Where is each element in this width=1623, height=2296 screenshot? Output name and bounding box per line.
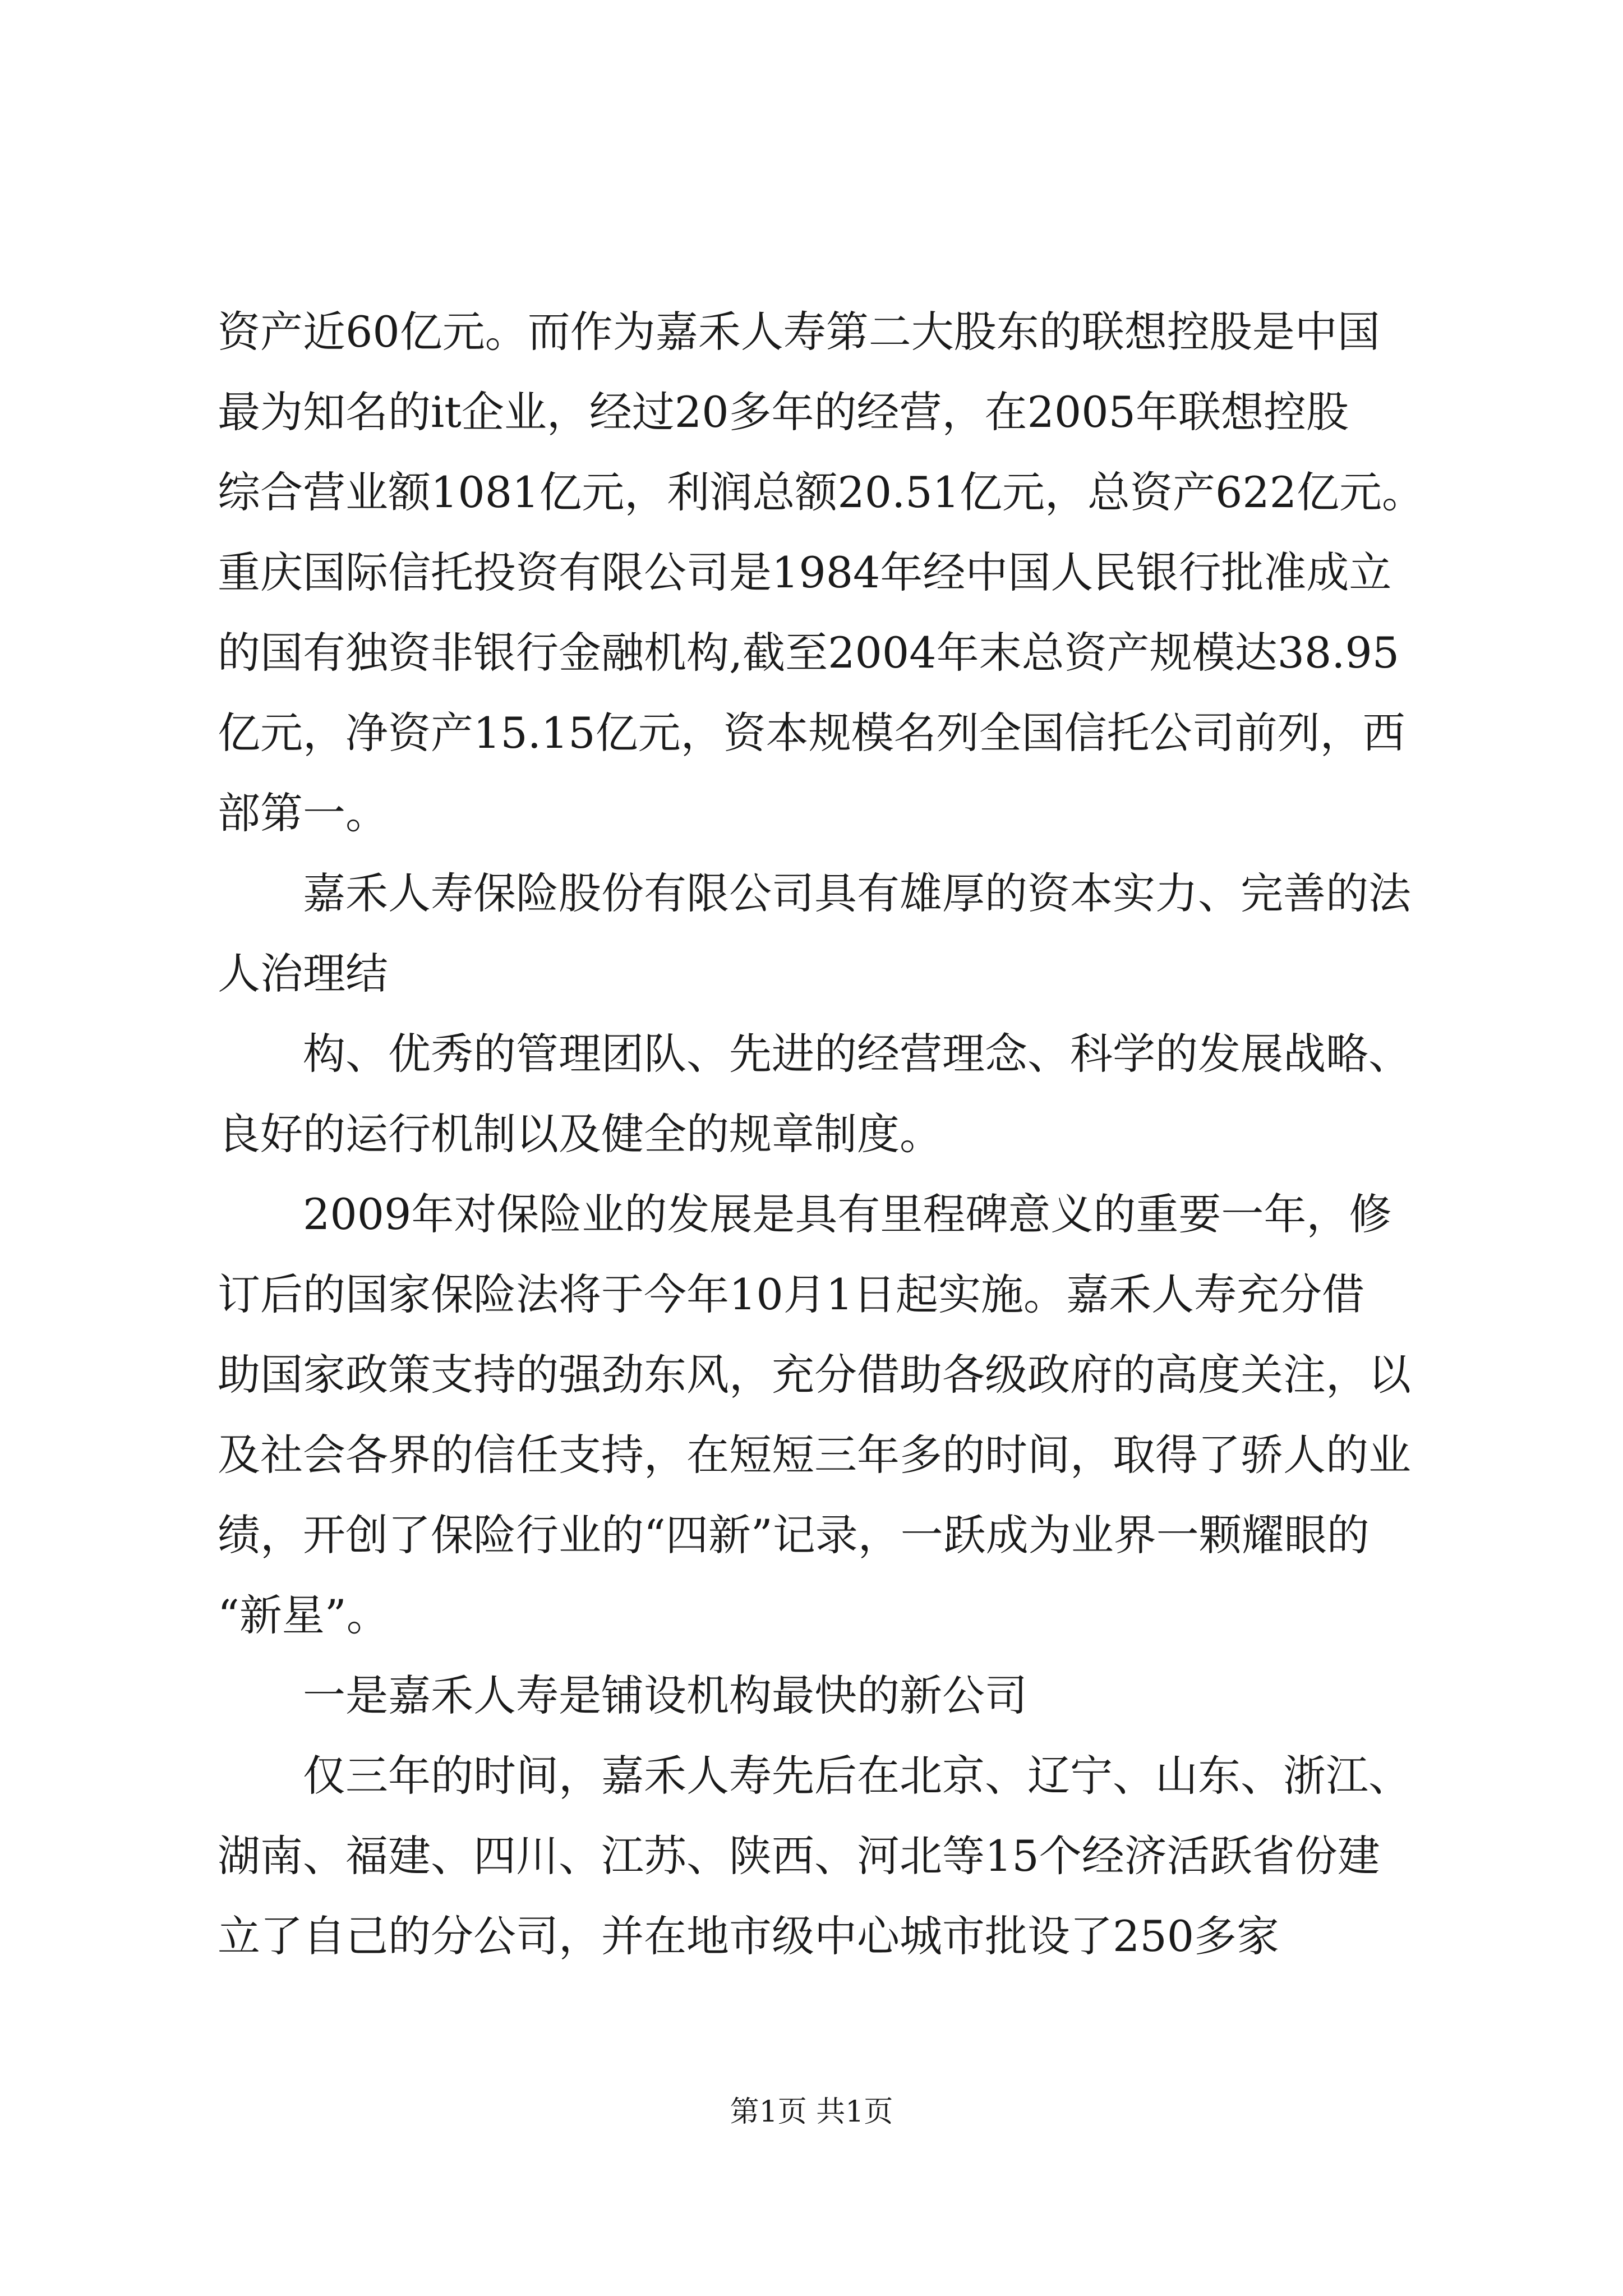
section-heading-line: 一是嘉禾人寿是铺设机构最快的新公司 [303,1671,1027,1720]
text-line: 的国有独资非银行金融机构,截至2004年末总资产规模达38.95 [218,628,1400,678]
paragraph-start-line: 构、优秀的管理团队、先进的经营理念、科学的发展战略、 [303,1029,1411,1079]
page-number-label: 第1页 共1页 [730,2095,893,2129]
text-line: 最为知名的it企业，经过20多年的经营，在2005年联想控股 [218,387,1349,437]
text-line: 立了自己的分公司，并在地市级中心城市批设了250多家 [218,1911,1280,1961]
page-footer [0,2092,1623,2132]
text-line: 订后的国家保险法将于今年10月1日起实施。嘉禾人寿充分借 [218,1269,1365,1319]
paragraph-start-line: 嘉禾人寿保险股份有限公司具有雄厚的资本实力、完善的法 [303,868,1411,918]
text-line: 及社会各界的信任支持，在短短三年多的时间，取得了骄人的业 [218,1430,1411,1480]
text-line: 资产近60亿元。而作为嘉禾人寿第二大股东的联想控股是中国 [218,307,1380,357]
text-line: 湖南、福建、四川、江苏、陕西、河北等15个经济活跃省份建 [218,1831,1380,1881]
text-line: “新星”。 [218,1590,389,1640]
text-line: 综合营业额1081亿元，利润总额20.51亿元，总资产622亿元。 [218,467,1425,517]
paragraph-start-line: 2009年对保险业的发展是具有里程碑意义的重要一年，修 [303,1189,1392,1239]
text-line: 助国家政策支持的强劲东风，充分借助各级政府的高度关注，以 [218,1350,1411,1400]
text-line: 绩，开创了保险行业的“四新”记录，一跃成为业界一颗耀眼的 [218,1510,1370,1560]
text-line: 重庆国际信托投资有限公司是1984年经中国人民银行批准成立 [218,547,1392,597]
document-body [218,292,1423,1976]
paragraph-start-line: 仅三年的时间，嘉禾人寿先后在北京、辽宁、山东、浙江、 [303,1751,1411,1801]
text-line: 良好的运行机制以及健全的规章制度。 [218,1109,942,1159]
text-line: 人治理结 [218,949,388,999]
text-line: 部第一。 [218,788,388,838]
text-line: 亿元，净资产15.15亿元，资本规模名列全国信托公司前列，西 [218,708,1405,758]
